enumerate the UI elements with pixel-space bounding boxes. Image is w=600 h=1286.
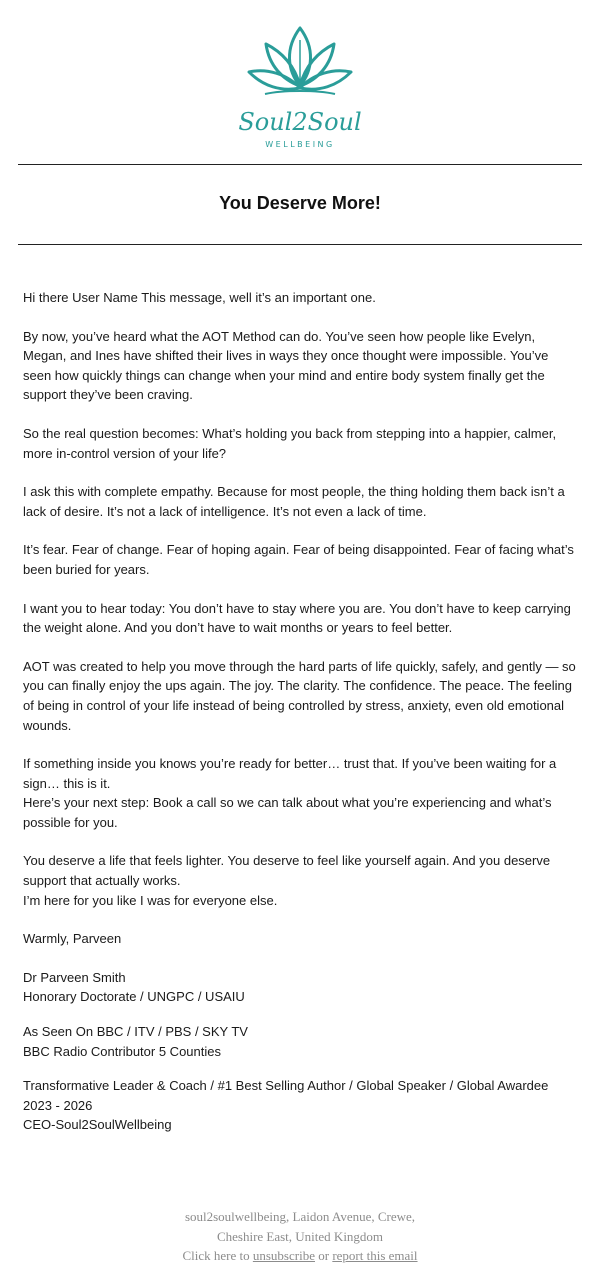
logo-subtitle-text: WELLBEING (265, 140, 335, 149)
here-for-you-paragraph: I’m here for you like I was for everyone else. (23, 892, 278, 908)
body-paragraph: It’s fear. Fear of change. Fear of hoping again. Fear of being disappointed. Fear of facing what’s been buried for years. (23, 542, 574, 577)
divider-bottom (18, 244, 582, 245)
body-paragraph: AOT was created to help you move through the hard parts of life quickly, safely, and gently — so you can finally enjoy the ups again. The joy. The clarity. The confidence. The peace. The feeling of being in control of your life instead of being controlled by stress, anxiety, even old emotional wounds. (23, 658, 576, 733)
signature-ceo: CEO-Soul2SoulWellbeing (23, 1117, 172, 1133)
signature-credentials: Honorary Doctorate / UNGPC / USAIU (23, 989, 245, 1005)
logo-script-text: Soul2Soul (238, 108, 362, 136)
divider-top (18, 164, 582, 165)
signature-media-2: BBC Radio Contributor 5 Counties (23, 1043, 221, 1059)
body-paragraph: I ask this with complete empathy. Because for most people, the thing holding them back isn’t a lack of desire. It’s not a lack of intelligence. It’s not even a lack of time. (23, 484, 565, 519)
footer-address-1: soul2soulwellbeing, Laidon Avenue, Crewe, (184, 1209, 416, 1224)
report-email-link[interactable]: report this email (332, 1248, 418, 1264)
body-paragraph: So the real question becomes: What’s holding you back from stepping into a happier, calmer, more in-control version of your life? (23, 425, 557, 461)
signature-titles: Transformative Leader & Coach / #1 Best Selling Author / Global Speaker / Global Awardee 2023 - 2026 (23, 1078, 549, 1113)
footer-address-2: Cheshire East, United Kingdom (216, 1228, 384, 1244)
deserve-paragraph: You deserve a life that feels lighter. You deserve to feel like yourself again. And you deserve support that actually works. (23, 853, 551, 889)
lotus-icon (235, 0, 365, 160)
signoff-text: Warmly, Parveen (23, 931, 122, 947)
brand-logo (0, 0, 600, 165)
body-paragraph: By now, you’ve heard what the AOT Method can do. You’ve seen how people like Evelyn, Megan, and Ines have shifted their lives in ways they once thought were impossible. You’ve seen how quickly things can change when your mind and entire body system finally get the support they’ve been craving. (23, 328, 549, 403)
signature-name: Dr Parveen Smith (23, 969, 126, 985)
signature-media-1: As Seen On BBC / ITV / PBS / SKY TV (23, 1024, 248, 1040)
footer-click-prefix: Click here to (182, 1248, 250, 1264)
email-headline: You Deserve More! (219, 193, 381, 213)
greeting-text: Hi there User Name This message, well it’s an important one. (23, 290, 376, 305)
next-step-paragraph: Here’s your next step: Book a call so we can talk about what you’re experiencing and what’s possible for you. (23, 795, 552, 830)
footer-links (0, 1246, 600, 1266)
unsubscribe-link[interactable]: unsubscribe (252, 1248, 315, 1264)
trust-paragraph: If something inside you knows you’re ready for better… trust that. If you’ve been waiting for a sign… this is it. (23, 756, 557, 791)
email-footer (0, 1207, 600, 1266)
email-body (23, 288, 577, 1135)
footer-or: or (318, 1248, 330, 1264)
body-paragraph: I want you to hear today: You don’t have to stay where you are. You don’t have to keep carrying the weight alone. And you don’t have to wait months or years to feel better. (23, 600, 571, 636)
